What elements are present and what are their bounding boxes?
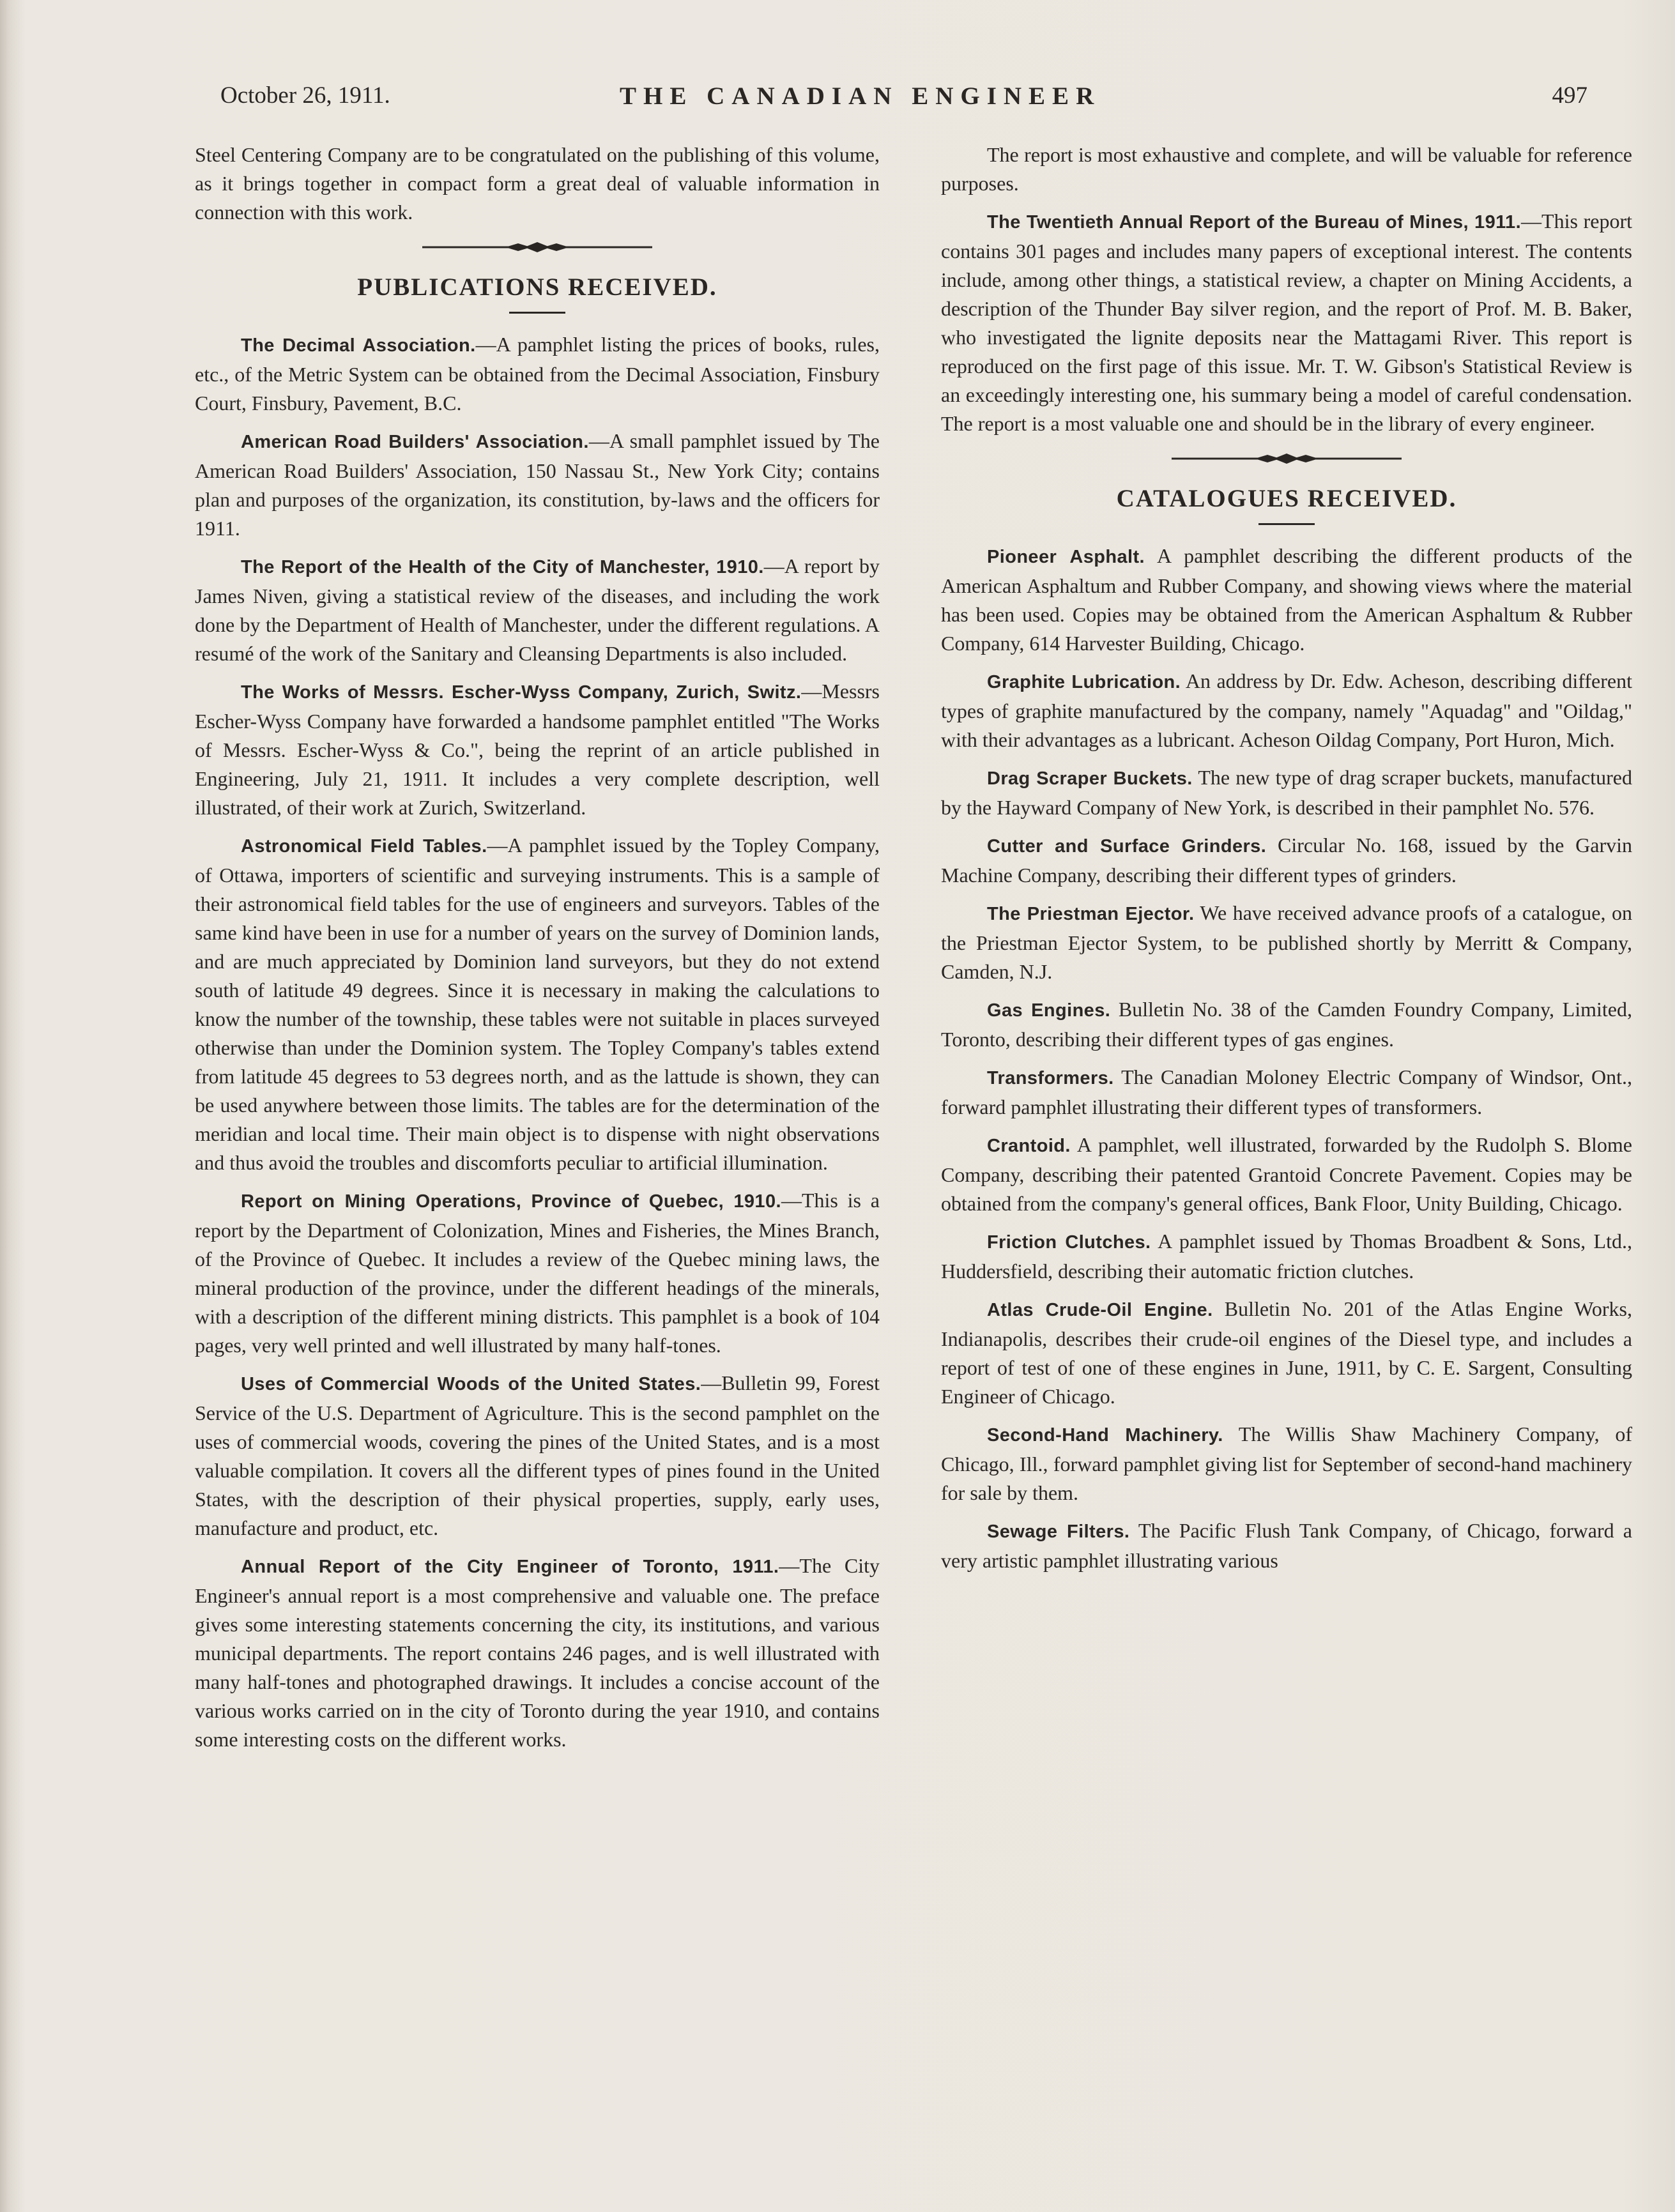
- entry-title: Report on Mining Operations, Province of Quebec, 1910.: [241, 1191, 781, 1212]
- catalogue-entry: [941, 763, 1632, 822]
- entry-text: —A small pamphlet issued by The American Road Builders' Association, 150 Nassau St., New York City; contains plan and purposes of the organization, its constitution, by-laws and the officers for 1911.: [195, 429, 880, 540]
- catalogue-text: The Willis Shaw Machinery Company, of Chicago, Ill., forward pamphlet giving list for September of second-hand machinery for sale by them.: [941, 1423, 1632, 1504]
- catalogue-text: A pamphlet issued by Thomas Broadbent & Sons, Ltd., Huddersfield, describing their automatic friction clutches.: [941, 1230, 1632, 1283]
- catalogue-text: The Canadian Moloney Electric Company of Windsor, Ont., forward pamphlet illustrating their different types of transformers.: [941, 1065, 1632, 1118]
- entry-paragraph: [195, 330, 880, 418]
- entry-text: —This is a report by the Department of Colonization, Mines and Fisheries, the Mines Branch, of the Province of Quebec. It includes a review of the Quebec mining laws, the mineral production of the province, under the different headings of the minerals, with a description of the different mining districts. This pamphlet is a book of 104 pages, very well printed and well illustrated by many half-tones.: [195, 1189, 880, 1357]
- catalogue-text: Circular No. 168, issued by the Garvin Machine Company, describing their different types of grinders.: [941, 834, 1632, 887]
- catalogue-text: We have received advance proofs of a catalogue, on the Priestman Ejector System, to be published shortly by Merritt & Company, Camden, N.J.: [941, 901, 1632, 983]
- entry-text: —A report by James Niven, giving a statistical review of the diseases, and including the work done by the Department of Health of Manchester, under the different regulations. A resumé of the work of the Sanitary and Cleansing Departments is also included.: [195, 554, 880, 665]
- catalogue-text: A pamphlet, well illustrated, forwarded by the Rudolph S. Blome Company, describing their patented Grantoid Concrete Pavement. Copies may be obtained from the company's general offices, Bank Floor, Unity Building, Chicago.: [941, 1133, 1632, 1215]
- catalogue-text: Bulletin No. 38 of the Camden Foundry Company, Limited, Toronto, describing their different types of gas engines.: [941, 998, 1632, 1051]
- entry-paragraph: [195, 1552, 880, 1754]
- entry-text: —Messrs Escher-Wyss Company have forwarded a handsome pamphlet entitled "The Works of Messrs. Escher-Wyss & Co.", being the reprint of an article published in Engineering, July 21, 1911. It includes a very complete description, well illustrated, of their work at Zurich, Switzerland.: [195, 680, 880, 819]
- catalogue-title: Crantoid.: [987, 1136, 1071, 1156]
- entry-paragraph: [195, 552, 880, 668]
- catalogue-entry: [941, 1516, 1632, 1575]
- catalogue-text: The Pacific Flush Tank Company, of Chicago, forward a very artistic pamphlet illustrating various: [941, 1519, 1632, 1572]
- title-rule: [509, 312, 565, 314]
- page-header: [220, 82, 1587, 126]
- page-number: 497: [1552, 82, 1587, 109]
- catalogue-title: Sewage Filters.: [987, 1522, 1130, 1542]
- entry-text: —Bulletin 99, Forest Service of the U.S. Department of Agriculture. This is the second pamphlet on the uses of commercial woods, covering the pines of the United States, and is a most valuable compilation. It covers all the different types of pines found in the United States, with the description of their physical properties, supply, early uses, manufacture and product, etc.: [195, 1371, 880, 1539]
- entry-text: —A pamphlet issued by the Topley Company, of Ottawa, importers of scientific and surveying instruments. This is a sample of their astronomical field tables for the use of engineers and surveyors. Tables of the same kind have been in use for a number of years on the survey of Dominion lands, and are much appreciated by Dominion land surveyors, but they do not extend south of latitude 49 degrees. Since it is necessary in making the calculations to know the number of the township, these tables were not suitable in places surveyed otherwise than under the Dominion system. The Topley Company's tables extend from latitude 45 degrees to 53 degrees north, and as the lattude is shown, they can be used anywhere between those limits. The tables are for the determination of the meridian and local time. Their main object is to dispense with night observations and thus avoid the troubles and discomforts peculiar to artificial illumination.: [195, 834, 880, 1174]
- catalogue-entry: [941, 1420, 1632, 1507]
- catalogue-title: Gas Engines.: [987, 1000, 1111, 1021]
- catalogue-entry: [941, 667, 1632, 754]
- catalogue-text: A pamphlet describing the different products of the American Asphaltum and Rubber Company, and showing views where the material has been used. Copies may be obtained from the American Asphaltum & Rubber Company, 614 Harvester Building, Chicago.: [941, 544, 1633, 655]
- catalogue-title: Drag Scraper Buckets.: [987, 768, 1193, 789]
- catalogue-title: Atlas Crude-Oil Engine.: [987, 1300, 1213, 1320]
- section-title-publications: PUBLICATIONS RECEIVED.: [357, 273, 717, 301]
- catalogue-entry: [941, 1063, 1632, 1122]
- journal-title: THE CANADIAN ENGINEER: [620, 82, 1101, 110]
- catalogue-entry: [941, 1295, 1632, 1411]
- catalogue-title: Graphite Lubrication.: [987, 672, 1181, 692]
- divider-ornament: [1172, 452, 1402, 465]
- entry-paragraph: [195, 831, 880, 1177]
- title-rule: [1258, 523, 1315, 525]
- catalogue-entry: [941, 899, 1632, 986]
- catalogue-entry: [941, 995, 1632, 1054]
- continuation-paragraph: The report is most exhaustive and complete, and will be valuable for reference purposes.: [941, 143, 1632, 195]
- entry-title: American Road Builders' Association.: [241, 432, 589, 452]
- entry-title: Astronomical Field Tables.: [241, 836, 487, 857]
- divider-ornament: [422, 241, 652, 254]
- entry-paragraph: [195, 1186, 880, 1360]
- issue-date: October 26, 1911.: [220, 82, 390, 109]
- catalogue-title: Second-Hand Machinery.: [987, 1425, 1223, 1445]
- entry-paragraph: [941, 207, 1632, 438]
- entry-paragraph: [195, 677, 880, 822]
- entry-title: The Works of Messrs. Escher-Wyss Company, Zurich, Switz.: [241, 682, 802, 703]
- catalogue-title: Pioneer Asphalt.: [987, 547, 1145, 567]
- catalogue-entry: [941, 542, 1632, 658]
- entry-paragraph: [195, 1369, 880, 1543]
- entry-title: Uses of Commercial Woods of the United States.: [241, 1374, 701, 1394]
- entry-paragraph: [195, 427, 880, 543]
- catalogue-title: Friction Clutches.: [987, 1232, 1151, 1253]
- catalogue-entry: [941, 831, 1632, 890]
- catalogue-text: An address by Dr. Edw. Acheson, describing different types of graphite manufactured by the company, namely "Aquadag" and "Oildag," with their advantages as a lubricant. Acheson Oildag Company, Port Huron, Mich.: [941, 669, 1632, 751]
- entry-title: The Decimal Association.: [241, 335, 476, 356]
- intro-paragraph: Steel Centering Company are to be congratulated on the publishing of this volume, as it brings together in compact form a great deal of valuable information in connection with this work.: [195, 143, 880, 224]
- catalogue-entry: [941, 1131, 1632, 1218]
- catalogue-entry: [941, 1227, 1632, 1286]
- entry-text: —This report contains 301 pages and includes many papers of exceptional interest. The contents include, among other things, a statistical review, a chapter on Mining Accidents, a description of the Thunder Bay silver region, and the report of Prof. M. B. Baker, who investigated the lignite deposits near the Mattagami River. This report is reproduced on the first page of this issue. Mr. T. W. Gibson's Statistical Review is an exceedingly interesting one, his summary being a model of careful condensation. The report is a most valuable one and should be in the library of every engineer.: [941, 210, 1633, 435]
- entry-title: The Twentieth Annual Report of the Bureau of Mines, 1911.: [987, 212, 1522, 233]
- catalogue-text: The new type of drag scraper buckets, manufactured by the Hayward Company of New York, is described in their pamphlet No. 576.: [941, 766, 1633, 819]
- entry-title: The Report of the Health of the City of Manchester, 1910.: [241, 557, 764, 577]
- section-title-catalogues: CATALOGUES RECEIVED.: [1116, 485, 1457, 512]
- catalogue-text: Bulletin No. 201 of the Atlas Engine Works, Indianapolis, describes their crude-oil engines of the Diesel type, and includes a report of test of one of these engines in June, 1911, by C. E. Sargent, Consulting Engineer of Chicago.: [941, 1297, 1632, 1408]
- entry-text: —The City Engineer's annual report is a most comprehensive and valuable one. The preface gives some interesting statements concerning the city, its institutions, and various municipal departments. The report contains 246 pages, and is well illustrated with many half-tones and photographed drawings. It includes a concise account of the various works carried on in the city of Toronto during the year 1910, and contains some interesting costs on the different works.: [195, 1554, 880, 1751]
- catalogue-title: Transformers.: [987, 1068, 1114, 1088]
- right-column: [941, 141, 1632, 1584]
- catalogue-title: Cutter and Surface Grinders.: [987, 836, 1267, 857]
- catalogue-title: The Priestman Ejector.: [987, 904, 1195, 924]
- entry-text: —A pamphlet listing the prices of books, rules, etc., of the Metric System can be obtained from the Decimal Association, Finsbury Court, Finsbury, Pavement, B.C.: [195, 333, 880, 415]
- entry-title: Annual Report of the City Engineer of Toronto, 1911.: [241, 1557, 779, 1577]
- left-column: [195, 141, 880, 1763]
